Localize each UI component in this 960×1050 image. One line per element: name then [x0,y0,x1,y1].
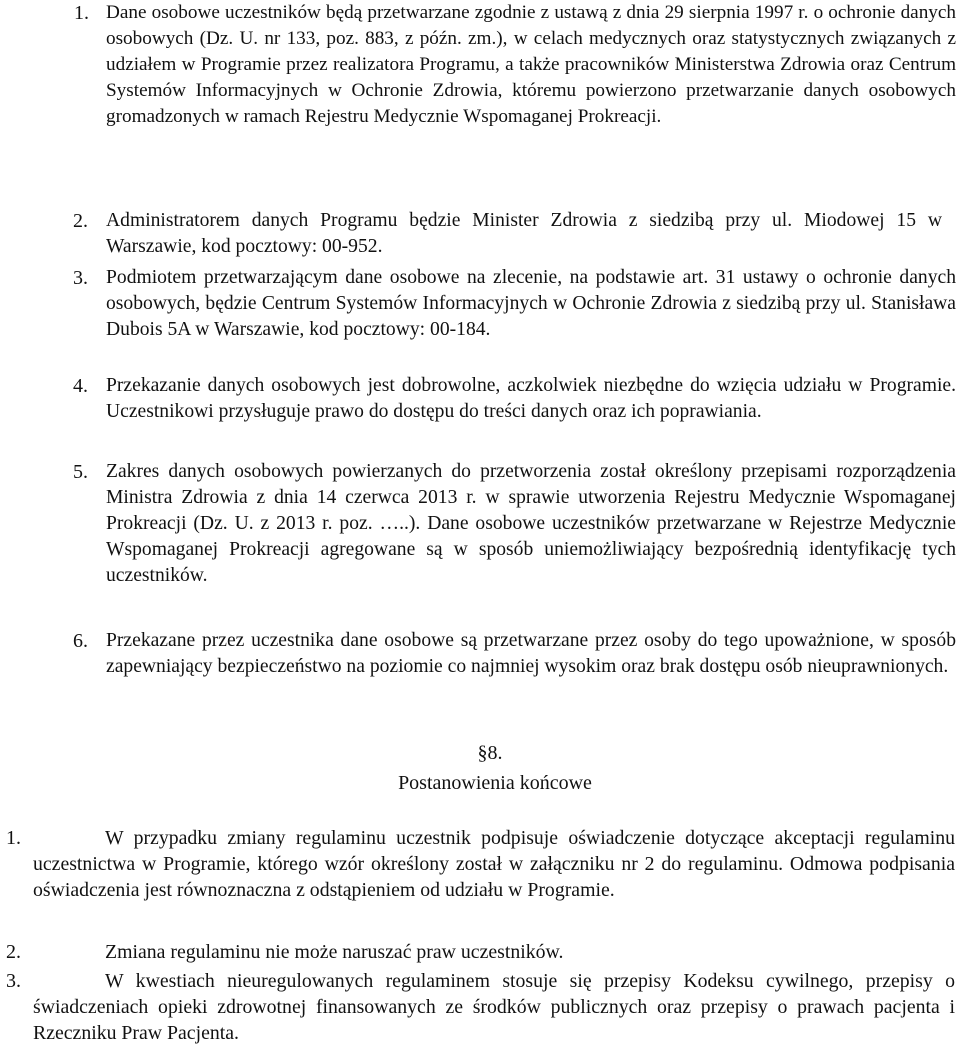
list-number: 2. [73,210,88,232]
list-number: 1. [6,827,21,849]
list-text: W przypadku zmiany regulaminu uczestnik podpisuje oświadczenie dotyczące akceptacji regulaminu uczestnictwa w Programie, którego wzór określony został w załączniku nr 2 do regulaminu. Odmowa podpisania oświadczenia jest równoznaczna z odstąpieniem od udziału w Programie. [33,827,955,901]
final-item-3 [6,968,955,1046]
list-number: 5. [73,461,88,483]
list-number: 2. [6,941,21,963]
list-item-5 [73,459,956,589]
list-number: 4. [73,375,88,397]
list-item-6 [73,628,956,680]
list-text: W kwestiach nieuregulowanych regulaminem stosuje się przepisy Kodeksu cywilnego, przepisy o świadczeniach opieki zdrowotnej finansowanych ze środków publicznych oraz przepisy o prawach pacjenta i Rzeczniku Praw Pacjenta. [33,970,955,1044]
list-text: Podmiotem przetwarzającym dane osobowe na zlecenie, na podstawie art. 31 ustawy o ochronie danych osobowych, będzie Centrum Systemów Informacyjnych w Ochronie Zdrowia z siedzibą przy ul. Stanisława Dubois 5A w Warszawie, kod pocztowy: 00-184. [106,267,956,340]
final-item-1 [6,825,955,903]
final-item-2 [6,939,955,965]
list-item-2 [73,208,942,260]
list-item-1 [74,0,956,130]
list-item-3 [73,265,956,343]
list-text: Dane osobowe uczestników będą przetwarzane zgodnie z ustawą z dnia 29 sierpnia 1997 r. o ochronie danych osobowych (Dz. U. nr 133, poz. 883, z późn. zm.), w celach medycznych oraz statystycznych związanych z udziałem w Programie przez realizatora Programu, a także pracowników Ministerstwa Zdrowia oraz Centrum Systemów Informacyjnych w Ochronie Zdrowia, któremu powierzono przetwarzanie danych osobowych gromadzonych w ramach Rejestru Medycznie Wspomaganej Prokreacji. [106,2,956,127]
list-number: 3. [6,970,21,992]
list-text: Administratorem danych Programu będzie Minister Zdrowia z siedzibą przy ul. Miodowej 15 w Warszawie, kod pocztowy: 00-952. [106,210,942,257]
list-text: Przekazane przez uczestnika dane osobowe są przetwarzane przez osoby do tego upoważnione, w sposób zapewniający bezpieczeństwo na poziomie co najmniej wysokim oraz brak dostępu osób nieuprawnionych. [106,630,956,677]
section-number: §8. [477,742,503,764]
list-text: Zmiana regulaminu nie może naruszać praw uczestników. [105,941,564,963]
list-text: Zakres danych osobowych powierzanych do przetworzenia został określony przepisami rozporządzenia Ministra Zdrowia z dnia 14 czerwca 2013 r. w sprawie utworzenia Rejestru Medycznie Wspomaganej Prokreacji (Dz. U. z 2013 r. poz. …..). Dane osobowe uczestników przetwarzane w Rejestrze Medycznie Wspomaganej Prokreacji agregowane są w sposób uniemożliwiający bezpośrednią identyfikację tych uczestników. [106,461,956,586]
list-number: 1. [74,2,89,24]
list-number: 6. [73,630,88,652]
section-title: Postanowienia końcowe [398,772,592,794]
list-item-4 [73,373,956,425]
list-number: 3. [73,267,88,289]
list-text: Przekazanie danych osobowych jest dobrowolne, aczkolwiek niezbędne do wzięcia udziału w Programie. Uczestnikowi przysługuje prawo do dostępu do treści danych oraz ich poprawiania. [106,375,956,422]
